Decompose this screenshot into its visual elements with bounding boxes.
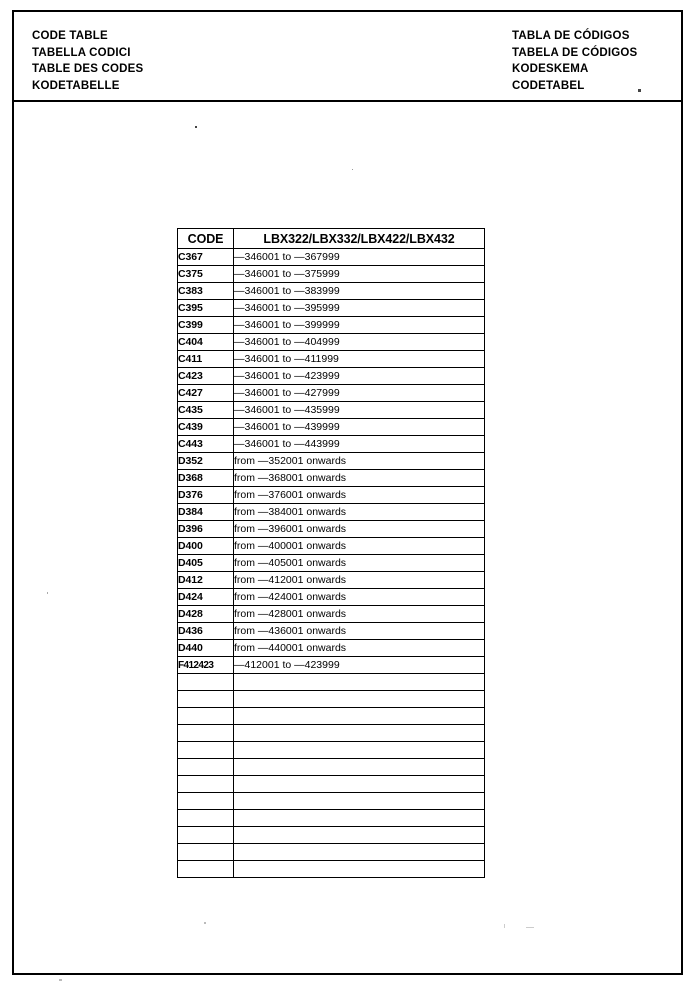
cell-range: —346001 to —399999 [234,317,485,334]
title-code-table-nl: CODETABEL [512,79,585,92]
scan-speck [526,927,534,928]
cell-range [234,827,485,844]
cell-code: C404 [178,334,234,351]
cell-code [178,793,234,810]
table-row [178,606,485,623]
cell-range [234,776,485,793]
table-row [178,249,485,266]
table-row [178,470,485,487]
table-row [178,453,485,470]
cell-code [178,708,234,725]
title-band [14,12,681,102]
code-table-container [177,228,485,878]
title-code-table-pt: TABELA DE CÓDIGOS [512,46,638,59]
cell-code: C439 [178,419,234,436]
cell-code: D405 [178,555,234,572]
cell-range [234,861,485,878]
table-row-empty [178,844,485,861]
cell-range: —346001 to —443999 [234,436,485,453]
table-row [178,589,485,606]
table-row-empty [178,742,485,759]
table-header-row [178,229,485,249]
cell-range [234,844,485,861]
cell-code: C399 [178,317,234,334]
title-column-right [512,28,637,94]
table-row [178,300,485,317]
column-header-code: CODE [178,229,234,249]
cell-code [178,827,234,844]
cell-code [178,776,234,793]
table-row [178,504,485,521]
table-row [178,640,485,657]
cell-code: C383 [178,283,234,300]
table-row-empty [178,793,485,810]
cell-code [178,844,234,861]
table-row [178,266,485,283]
cell-code: C435 [178,402,234,419]
table-row [178,487,485,504]
cell-code: D428 [178,606,234,623]
cell-range: —346001 to —423999 [234,368,485,385]
cell-range: from —384001 onwards [234,504,485,521]
code-table-head [178,229,485,249]
table-row [178,538,485,555]
cell-code: C423 [178,368,234,385]
table-row-empty [178,827,485,844]
cell-code: D436 [178,623,234,640]
table-row-empty [178,776,485,793]
table-row-empty [178,810,485,827]
table-row [178,419,485,436]
table-row-empty [178,759,485,776]
table-row-empty [178,691,485,708]
title-code-table-es: TABLA DE CÓDIGOS [512,30,630,42]
table-row [178,402,485,419]
cell-range [234,725,485,742]
cell-code: D352 [178,453,234,470]
cell-code: D368 [178,470,234,487]
table-row [178,555,485,572]
title-code-table-fr: TABLE DES CODES [32,63,144,75]
cell-range [234,674,485,691]
column-header-range: LBX322/LBX332/LBX422/LBX432 [234,229,485,249]
table-row [178,334,485,351]
table-row [178,385,485,402]
cell-range: from —376001 onwards [234,487,485,504]
scan-speck [352,169,353,170]
title-code-table-it: TABELLA CODICI [32,46,131,59]
cell-code [178,861,234,878]
cell-code: C375 [178,266,234,283]
cell-code: D424 [178,589,234,606]
cell-range [234,742,485,759]
cell-code [178,691,234,708]
cell-code: D376 [178,487,234,504]
cell-code [178,810,234,827]
cell-range: —346001 to —375999 [234,266,485,283]
cell-code [178,725,234,742]
scan-speck [59,979,62,981]
table-row [178,351,485,368]
cell-range [234,810,485,827]
cell-range [234,793,485,810]
cell-code: C367 [178,249,234,266]
cell-range: —346001 to —435999 [234,402,485,419]
cell-code: D440 [178,640,234,657]
title-code-table-de: KODETABELLE [32,79,120,92]
table-row-empty [178,861,485,878]
scan-speck [638,89,641,92]
table-row [178,521,485,538]
cell-range: from —368001 onwards [234,470,485,487]
cell-code: F412423 [178,657,234,674]
cell-range [234,708,485,725]
cell-range: —346001 to —367999 [234,249,485,266]
cell-code [178,674,234,691]
table-row [178,572,485,589]
table-row [178,368,485,385]
cell-range: from —440001 onwards [234,640,485,657]
table-row-empty [178,674,485,691]
cell-code [178,742,234,759]
cell-range: from —352001 onwards [234,453,485,470]
cell-code: D400 [178,538,234,555]
cell-range: from —424001 onwards [234,589,485,606]
cell-range: from —396001 onwards [234,521,485,538]
cell-range: from —400001 onwards [234,538,485,555]
cell-range [234,691,485,708]
scan-speck [204,922,206,924]
cell-range: —346001 to —383999 [234,283,485,300]
cell-code: C395 [178,300,234,317]
scan-speck [47,592,48,594]
table-row [178,623,485,640]
table-row [178,283,485,300]
table-row [178,657,485,674]
cell-range: —346001 to —439999 [234,419,485,436]
table-row [178,436,485,453]
table-row [178,317,485,334]
cell-range [234,759,485,776]
cell-code: C427 [178,385,234,402]
cell-range: from —428001 onwards [234,606,485,623]
table-row-empty [178,725,485,742]
cell-code: D396 [178,521,234,538]
scanned-page [12,10,683,975]
title-column-left [32,28,143,94]
table-row-empty [178,708,485,725]
scan-speck [504,924,505,928]
cell-code: D412 [178,572,234,589]
cell-range: from —436001 onwards [234,623,485,640]
cell-range: —412001 to —423999 [234,657,485,674]
title-code-table-en: CODE TABLE [32,30,108,42]
cell-range: —346001 to —404999 [234,334,485,351]
cell-code: D384 [178,504,234,521]
cell-range: from —412001 onwards [234,572,485,589]
code-table-body [178,249,485,878]
cell-code: C411 [178,351,234,368]
scan-speck [195,126,197,128]
title-code-table-da: KODESKEMA [512,63,589,75]
cell-range: —346001 to —395999 [234,300,485,317]
cell-code [178,759,234,776]
cell-range: —346001 to —427999 [234,385,485,402]
cell-range: from —405001 onwards [234,555,485,572]
cell-code: C443 [178,436,234,453]
code-table [177,228,485,878]
cell-range: —346001 to —411999 [234,351,485,368]
